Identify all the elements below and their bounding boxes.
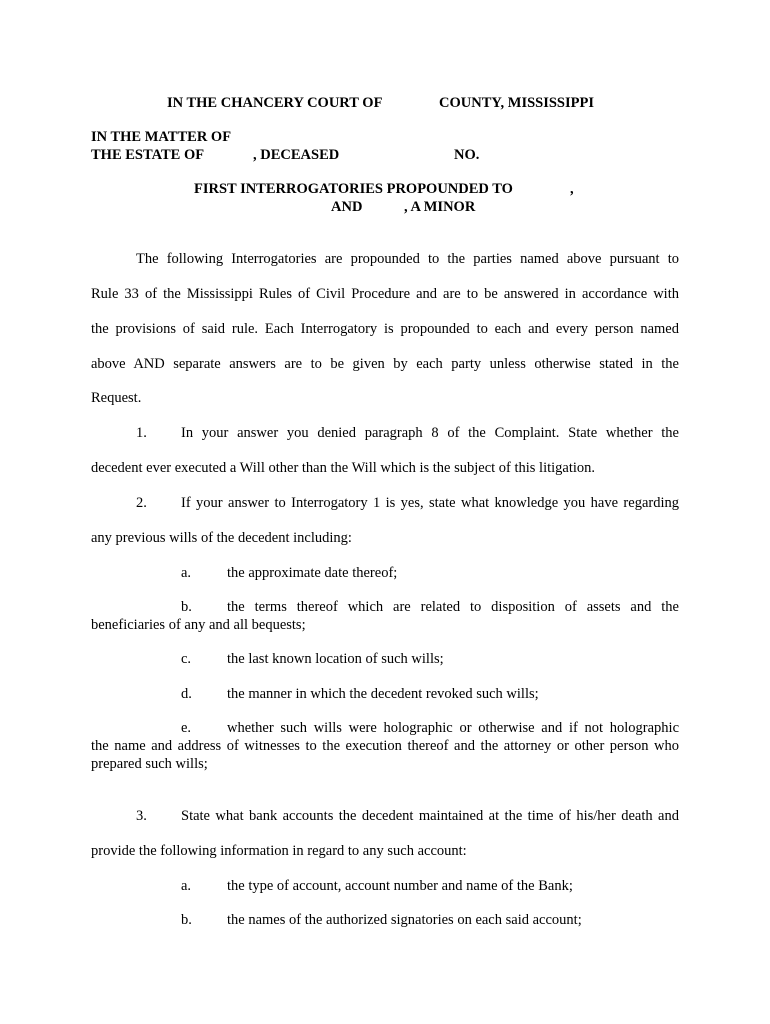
interrogatory-2-item-b-cont: beneficiaries of any and all bequests; (91, 617, 306, 633)
interrogatory-2-item-d-label: d. (181, 686, 192, 702)
matter-line-2-left: THE ESTATE OF (91, 147, 205, 163)
document-title-comma: , (570, 181, 574, 197)
court-name-right: COUNTY, MISSISSIPPI (439, 95, 594, 111)
interrogatory-2-item-c-label: c. (181, 651, 192, 667)
intro-line-1: The following Interrogatories are propounded to the parties named above pursuant to (136, 251, 679, 267)
interrogatory-2-item-e-text: whether such wills were holographic or otherwise and if not holographic (227, 720, 679, 736)
interrogatory-2-item-c-text: the last known location of such wills; (227, 651, 444, 667)
interrogatory-3-line-2: provide the following information in regard to any such account: (91, 843, 467, 859)
matter-line-2-deceased: , DECEASED (253, 147, 340, 163)
interrogatory-2-item-d-text: the manner in which the decedent revoked such wills; (227, 686, 539, 702)
document-title-and: AND (331, 199, 363, 215)
interrogatory-2-item-e-label: e. (181, 720, 192, 736)
document-title-minor: , A MINOR (404, 199, 476, 215)
intro-line-3: the provisions of said rule. Each Interrogatory is propounded to each and every person named (91, 321, 679, 337)
matter-line-1: IN THE MATTER OF (91, 129, 232, 145)
interrogatory-2-item-e-cont-1: the name and address of witnesses to the execution thereof and the attorney or other person who (91, 738, 679, 754)
interrogatory-2-number: 2. (136, 495, 147, 511)
interrogatory-3-item-a-text: the type of account, account number and name of the Bank; (227, 878, 573, 894)
intro-line-5: Request. (91, 390, 142, 406)
interrogatory-2-item-e-cont-2: prepared such wills; (91, 756, 208, 772)
case-number-label: NO. (454, 147, 480, 163)
interrogatory-3-item-b-text: the names of the authorized signatories on each said account; (227, 912, 582, 928)
interrogatory-2-line-2: any previous wills of the decedent including: (91, 530, 352, 546)
interrogatory-3-item-a-label: a. (181, 878, 192, 894)
intro-line-2: Rule 33 of the Mississippi Rules of Civil Procedure and are to be answered in accordance with (91, 286, 679, 302)
court-name-left: IN THE CHANCERY COURT OF (167, 95, 383, 111)
interrogatory-2-item-a-label: a. (181, 565, 192, 581)
document-title-line-1: FIRST INTERROGATORIES PROPOUNDED TO (194, 181, 513, 197)
interrogatory-1-number: 1. (136, 425, 147, 441)
interrogatory-2-line-1: If your answer to Interrogatory 1 is yes, state what knowledge you have regarding (181, 495, 679, 511)
interrogatory-2-item-b-label: b. (181, 599, 192, 615)
intro-line-4: above AND separate answers are to be given by each party unless otherwise stated in the (91, 356, 679, 372)
interrogatory-3-line-1: State what bank accounts the decedent maintained at the time of his/her death and (181, 808, 679, 824)
interrogatory-1-line-1: In your answer you denied paragraph 8 of the Complaint. State whether the (181, 425, 679, 441)
interrogatory-3-number: 3. (136, 808, 147, 824)
interrogatory-3-item-b-label: b. (181, 912, 192, 928)
interrogatory-1-line-2: decedent ever executed a Will other than the Will which is the subject of this litigation. (91, 460, 596, 476)
interrogatory-2-item-b-text: the terms thereof which are related to disposition of assets and the (227, 599, 679, 615)
interrogatory-2-item-a-text: the approximate date thereof; (227, 565, 398, 581)
